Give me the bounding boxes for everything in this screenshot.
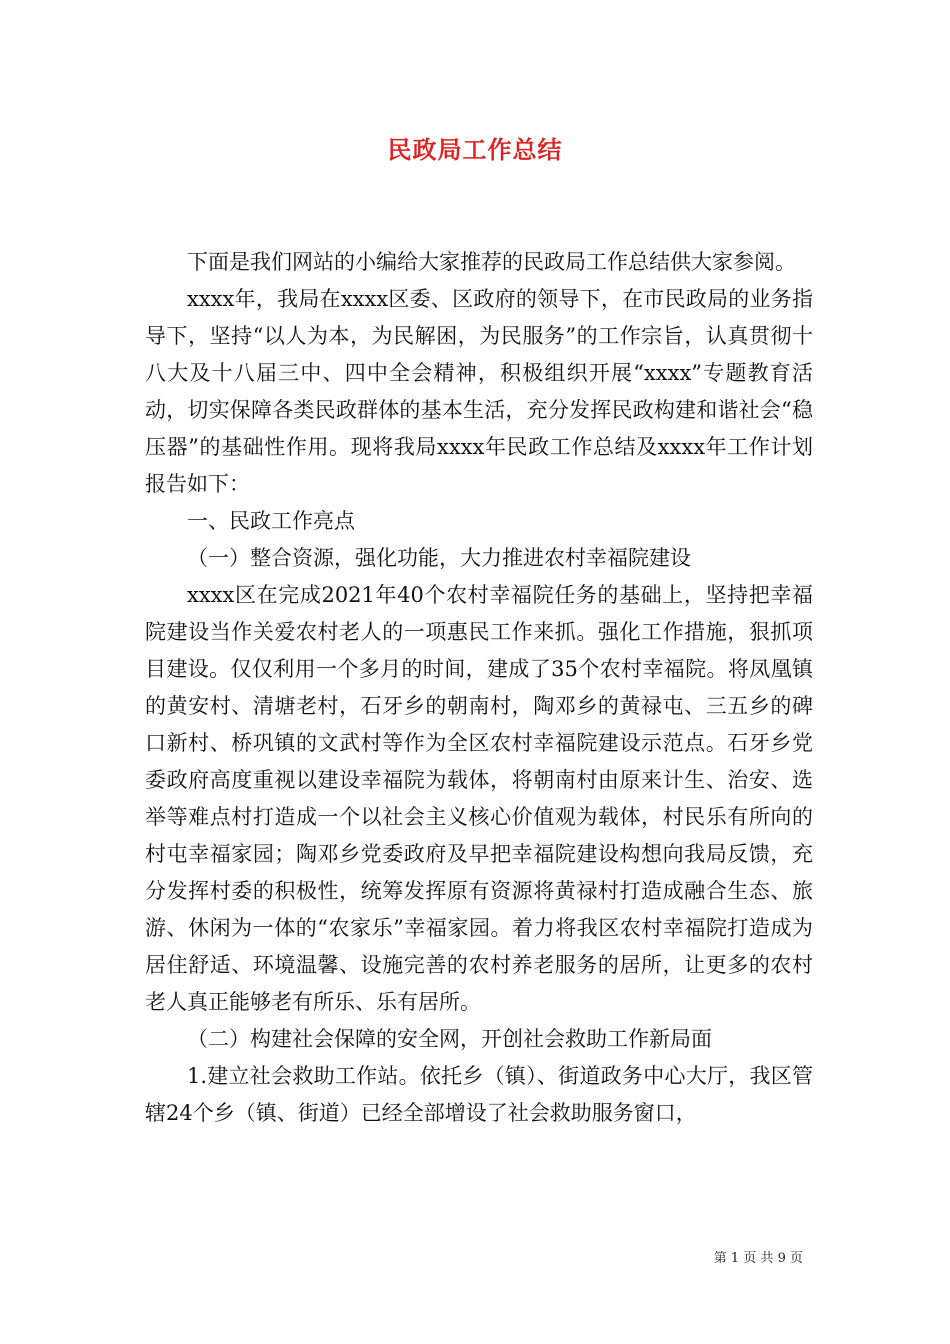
section-heading-highlights: 一、民政工作亮点 <box>187 509 355 533</box>
document-title: 民政局工作总结 <box>387 135 563 164</box>
subsection-heading-2: （二）构建社会保障的安全网，开创社会救助工作新局面 <box>187 1027 712 1051</box>
paragraph-overview: xxxx年，我局在xxxx区委、区政府的领导下，在市民政局的业务指导下，坚持“以人为本，为民解困，为民服务”的工作宗旨，认真贯彻十八大及十八届三中、四中全会精神，积极组织开展“xxxx”专题教育活动，切实保障各类民政群体的基本生活，充分发挥民政构建和谐社会“稳压器”的基础性作用。现将我局xxxx年民政工作总结及xxxx年工作计划报告如下： <box>145 287 813 496</box>
subsection-heading-1: （一）整合资源，强化功能，大力推进农村幸福院建设 <box>187 546 691 570</box>
page-number: 第 1 页 共 9 页 <box>713 1251 803 1266</box>
document-body <box>145 244 813 1132</box>
paragraph-intro: 下面是我们网站的小编给大家推荐的民政局工作总结供大家参阅。 <box>187 250 796 274</box>
paragraph-happiness-homes: xxxx区在完成2021年40个农村幸福院任务的基础上，坚持把幸福院建设当作关爱农村老人的一项惠民工作来抓。强化工作措施，狠抓项目建设。仅仅利用一个多月的时间，建成了35个农村幸福院。将凤凰镇的黄安村、清塘老村，石牙乡的朝南村，陶邓乡的黄禄屯、三五乡的碑口新村、桥巩镇的文武村等作为全区农村幸福院建设示范点。石牙乡党委政府高度重视以建设幸福院为载体，将朝南村由原来计生、治安、选举等难点村打造成一个以社会主义核心价值观为载体，村民乐有所向的村屯幸福家园；陶邓乡党委政府及早把幸福院建设构想向我局反馈，充分发挥村委的积极性，统筹发挥原有资源将黄禄村打造成融合生态、旅游、休闲为一体的“农家乐”幸福家园。着力将我区农村幸福院打造成为居住舒适、环境温馨、设施完善的农村养老服务的居所，让更多的农村老人真正能够老有所乐、乐有居所。 <box>145 583 813 1014</box>
paragraph-relief-stations: 1.建立社会救助工作站。依托乡（镇）、街道政务中心大厅，我区管辖24个乡（镇、街道）已经全部增设了社会救助服务窗口， <box>145 1064 813 1125</box>
